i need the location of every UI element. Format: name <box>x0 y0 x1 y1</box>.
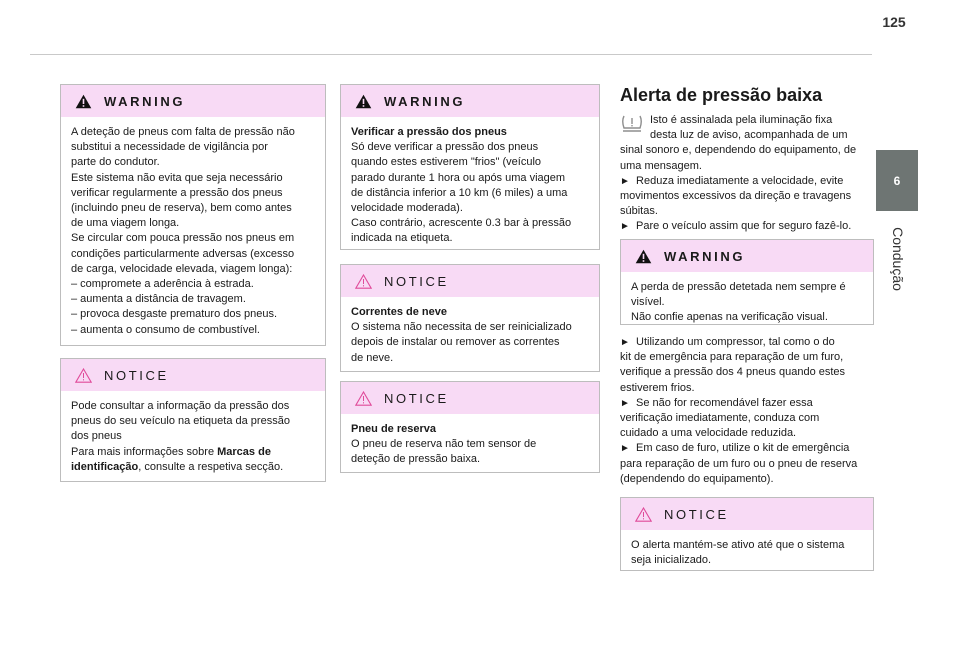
text-fragment: Pare o veículo assim que for seguro fazê-lo. <box>636 220 852 233</box>
text-line: depois de instalar ou remover as correntes <box>351 336 560 349</box>
text-line: de distância inferior a 10 km (6 miles) a uma <box>351 186 568 199</box>
warning-body <box>341 117 599 247</box>
notice-icon <box>355 391 372 406</box>
text-line: de uma viagem longa. <box>71 217 180 230</box>
section-heading: Correntes de neve <box>351 306 447 318</box>
text-line: Não confie apenas na verificação visual. <box>631 311 828 324</box>
text-line: movimentos excessivos da direção e travagens <box>620 190 852 203</box>
text-fragment: Se não for recomendável fazer essa <box>636 396 813 409</box>
notice-header <box>621 498 873 530</box>
text-line: verificação imediatamente, conduza com <box>620 412 820 425</box>
chapter-label-text: Condução <box>890 227 906 291</box>
notice-box-3 <box>340 381 600 473</box>
step-item <box>620 219 874 234</box>
text-line: O sistema não necessita de ser reinicializado <box>351 321 572 334</box>
notice-body <box>621 530 873 568</box>
text-fragment: Em caso de furo, utilize o kit de emergência <box>636 442 850 455</box>
text-line: kit de emergência para reparação de um furo, <box>620 351 844 364</box>
intro-text <box>620 113 874 235</box>
warning-header <box>61 85 325 117</box>
notice-header <box>61 359 325 391</box>
warning-box-2 <box>340 84 600 250</box>
text-line: Este sistema não evita que seja necessário <box>71 171 283 184</box>
text-line: – compromete a aderência à estrada. <box>71 278 254 291</box>
page-number: 125 <box>882 14 906 30</box>
text-line <box>71 445 315 460</box>
text-line: de neve. <box>351 351 394 364</box>
notice-title: NOTICE <box>104 367 169 383</box>
notice-header <box>341 265 599 297</box>
notice-header <box>341 382 599 414</box>
text-fragment: Reduza imediatamente a velocidade, evite <box>636 174 844 187</box>
text-line: Só deve verificar a pressão dos pneus <box>351 141 539 154</box>
section-heading: Pneu de reserva <box>351 423 436 435</box>
text-line: indicada na etiqueta. <box>351 232 453 245</box>
step-item <box>620 396 874 411</box>
notice-body <box>341 297 599 366</box>
text-line: Pode consultar a informação da pressão dos <box>71 400 290 412</box>
text-line: pneus do seu veículo na etiqueta da pressão <box>71 415 290 428</box>
text-line: parado durante 1 hora ou após uma viagem <box>351 171 566 184</box>
text-fragment: , consulte a respetiva secção. <box>138 460 284 473</box>
header-divider <box>30 54 872 55</box>
text-line: parte do condutor. <box>71 156 160 169</box>
text-line: deteção de pressão baixa. <box>351 453 481 466</box>
text-line: substitui a necessidade de vigilância por <box>71 141 268 154</box>
text-line: verificar regularmente a pressão dos pneus <box>71 186 283 199</box>
text-fragment: Para mais informações sobre <box>71 445 218 458</box>
section-title: Alerta de pressão baixa <box>620 85 823 105</box>
text-line: visível. <box>631 296 665 309</box>
text-line: O pneu de reserva não tem sensor de <box>351 438 537 451</box>
arrow-icon: ► <box>620 337 630 348</box>
notice-body <box>61 391 325 475</box>
notice-title: NOTICE <box>664 506 729 522</box>
step-item <box>620 441 874 456</box>
text-line <box>71 460 315 475</box>
text-line: uma mensagem. <box>620 159 702 172</box>
arrow-icon: ► <box>620 175 630 187</box>
chapter-label <box>878 214 918 304</box>
text-line: – aumenta a distância de travagem. <box>71 293 246 306</box>
warning-box-1 <box>60 84 326 346</box>
text-fragment: Utilizando um compressor, tal como o do <box>636 336 835 348</box>
warning-icon <box>355 94 372 109</box>
text-line: Se circular com pouca pressão nos pneus em <box>71 232 295 245</box>
procedure-text <box>620 335 874 487</box>
chapter-tab[interactable] <box>876 150 918 211</box>
text-line: de carga, velocidade elevada, viagem longa): <box>71 262 293 275</box>
text-line: cuidado a uma velocidade reduzida. <box>620 427 797 440</box>
warning-header <box>341 85 599 117</box>
notice-body <box>341 414 599 468</box>
warning-title: WARNING <box>664 248 746 264</box>
warning-icon <box>635 249 652 264</box>
text-line: quando estes estiverem "frios" (veículo <box>351 156 542 169</box>
warning-title: WARNING <box>384 93 466 109</box>
notice-icon <box>75 368 92 383</box>
notice-icon <box>355 274 372 289</box>
reference-link: Marcas de <box>217 445 271 458</box>
section-heading: Verificar a pressão dos pneus <box>351 126 507 138</box>
warning-body <box>61 117 325 338</box>
chapter-number: 6 <box>893 173 901 188</box>
text-line: desta luz de aviso, acompanhada de um <box>650 129 848 142</box>
text-line: O alerta mantém-se ativo até que o sistema <box>631 539 845 551</box>
step-item <box>620 335 874 350</box>
text-line: para reparação de um furo ou o pneu de reserva <box>620 457 858 470</box>
text-line: súbitas. <box>620 205 658 218</box>
arrow-icon: ► <box>620 443 630 455</box>
notice-icon <box>635 507 652 522</box>
text-line: A perda de pressão detetada nem sempre é <box>631 281 846 293</box>
text-line: Caso contrário, acrescente 0.3 bar à pressão <box>351 217 572 230</box>
notice-title: NOTICE <box>384 390 449 406</box>
text-line: estiverem frios. <box>620 381 695 394</box>
text-line: (incluindo pneu de reserva), bem como antes <box>71 202 292 215</box>
arrow-icon: ► <box>620 221 630 233</box>
text-line: – aumenta o consumo de combustível. <box>71 323 260 336</box>
text-line: Isto é assinalada pela iluminação fixa <box>650 114 833 126</box>
arrow-icon: ► <box>620 397 630 409</box>
warning-header <box>621 240 873 272</box>
notice-box-2 <box>340 264 600 372</box>
reference-link: identificação <box>71 460 139 473</box>
step-item <box>620 174 874 189</box>
text-line: velocidade moderada). <box>351 202 463 215</box>
warning-icon <box>75 94 92 109</box>
text-line: – provoca desgaste prematuro dos pneus. <box>71 308 278 321</box>
text-line: A deteção de pneus com falta de pressão não <box>71 126 295 138</box>
text-line: verifique a pressão dos 4 pneus quando estes <box>620 366 846 379</box>
notice-box-1 <box>60 358 326 482</box>
notice-title: NOTICE <box>384 273 449 289</box>
notice-box-4 <box>620 497 874 571</box>
warning-box-3 <box>620 239 874 325</box>
warning-title: WARNING <box>104 93 186 109</box>
text-line: dos pneus <box>71 430 122 443</box>
text-line: sinal sonoro e, dependendo do equipamento, de <box>620 144 857 157</box>
warning-body <box>621 272 873 326</box>
text-line: seja inicializado. <box>631 554 712 567</box>
text-line: (dependendo do equipamento). <box>620 472 774 485</box>
text-line: condições particularmente adversas (excesso <box>71 247 295 260</box>
